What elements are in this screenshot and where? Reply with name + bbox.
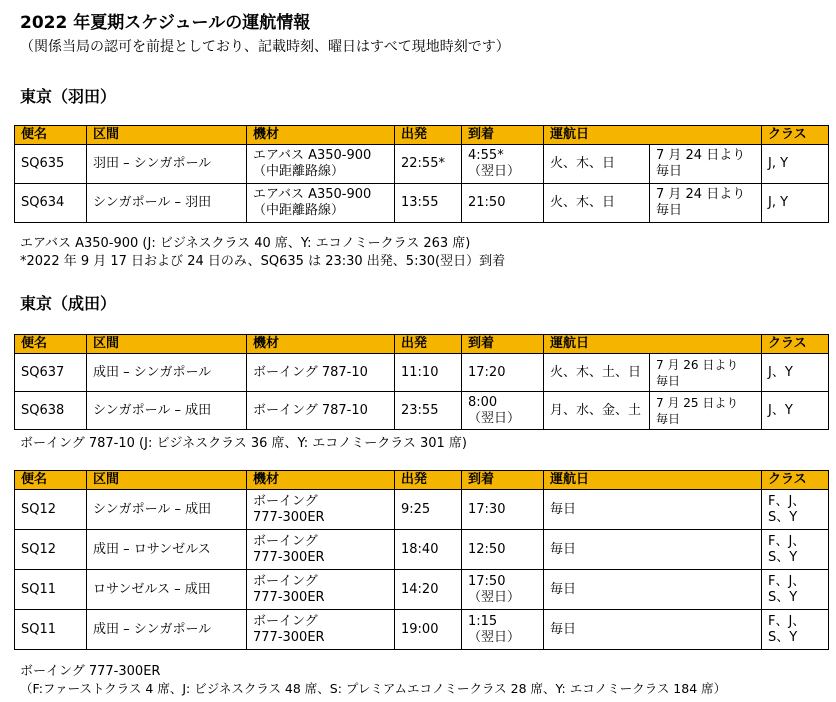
b777-note: ボーイング 777-300ER xyxy=(20,664,161,679)
dep-cell: 13:55 xyxy=(395,184,462,223)
header-dep: 出発 xyxy=(395,471,462,490)
dep-cell: 22:55* xyxy=(395,145,462,184)
header-flight: 便名 xyxy=(15,335,87,354)
narita-777-table xyxy=(14,470,829,650)
header-aircraft: 機材 xyxy=(247,335,395,354)
section-haneda: 東京（羽田） xyxy=(20,87,117,106)
table-row xyxy=(15,145,829,184)
table-row xyxy=(15,392,829,430)
page-title: 2022 年夏期スケジュールの運航情報 xyxy=(20,13,311,33)
header-flight: 便名 xyxy=(15,471,87,490)
dep-cell: 14:20 xyxy=(395,570,462,610)
header-aircraft: 機材 xyxy=(247,126,395,145)
days-cell: 火、木、土、日 xyxy=(544,354,650,392)
route-cell: シンガポール – 羽田 xyxy=(87,184,247,223)
header-days: 運航日 xyxy=(544,471,762,490)
header-days: 運航日 xyxy=(544,126,762,145)
narita-787-table xyxy=(14,334,829,430)
header-route: 区間 xyxy=(87,126,247,145)
start-cell: 7 月 25 日より 毎日 xyxy=(650,392,762,430)
days-cell: 毎日 xyxy=(544,530,762,570)
route-cell: 羽田 – シンガポール xyxy=(87,145,247,184)
header-class: クラス xyxy=(762,335,829,354)
section-narita: 東京（成田） xyxy=(20,294,117,313)
header-class: クラス xyxy=(762,126,829,145)
header-dep: 出発 xyxy=(395,335,462,354)
page-subtitle: （関係当局の認可を前提としており、記載時刻、曜日はすべて現地時刻です） xyxy=(20,39,510,55)
aircraft-cell: ボーイング 777-300ER xyxy=(247,610,395,650)
route-cell: 成田 – シンガポール xyxy=(87,610,247,650)
class-cell: J、Y xyxy=(762,354,829,392)
route-cell: ロサンゼルス – 成田 xyxy=(87,570,247,610)
arr-cell: 4:55* （翌日） xyxy=(462,145,544,184)
flight-cell: SQ635 xyxy=(15,145,87,184)
flight-cell: SQ634 xyxy=(15,184,87,223)
table-row xyxy=(15,530,829,570)
flight-cell: SQ12 xyxy=(15,530,87,570)
flight-cell: SQ638 xyxy=(15,392,87,430)
flight-cell: SQ11 xyxy=(15,610,87,650)
dep-cell: 23:55 xyxy=(395,392,462,430)
class-cell: F、J、 S、Y xyxy=(762,570,829,610)
header-class: クラス xyxy=(762,471,829,490)
route-cell: 成田 – ロサンゼルス xyxy=(87,530,247,570)
dep-cell: 11:10 xyxy=(395,354,462,392)
table-header-row xyxy=(15,471,829,490)
header-arr: 到着 xyxy=(462,335,544,354)
table-header-row xyxy=(15,126,829,145)
route-cell: 成田 – シンガポール xyxy=(87,354,247,392)
narita-787-note: ボーイング 787-10 (J: ビジネスクラス 36 席、Y: エコノミークラス 301 席) xyxy=(20,436,467,451)
table-row xyxy=(15,610,829,650)
days-cell: 毎日 xyxy=(544,570,762,610)
start-cell: 7 月 24 日より 毎日 xyxy=(650,184,762,223)
table-row xyxy=(15,354,829,392)
aircraft-cell: ボーイング 787-10 xyxy=(247,392,395,430)
class-cell: F、J、 S、Y xyxy=(762,610,829,650)
days-cell: 月、水、金、土 xyxy=(544,392,650,430)
arr-cell: 12:50 xyxy=(462,530,544,570)
aircraft-cell: エアバス A350-900 （中距離路線） xyxy=(247,184,395,223)
header-arr: 到着 xyxy=(462,471,544,490)
header-route: 区間 xyxy=(87,335,247,354)
flight-cell: SQ12 xyxy=(15,490,87,530)
header-dep: 出発 xyxy=(395,126,462,145)
header-arr: 到着 xyxy=(462,126,544,145)
arr-cell: 17:20 xyxy=(462,354,544,392)
dep-cell: 19:00 xyxy=(395,610,462,650)
arr-cell: 17:30 xyxy=(462,490,544,530)
route-cell: シンガポール – 成田 xyxy=(87,392,247,430)
class-cell: F、J、 S、Y xyxy=(762,530,829,570)
flight-cell: SQ637 xyxy=(15,354,87,392)
route-cell: シンガポール – 成田 xyxy=(87,490,247,530)
table-row xyxy=(15,184,829,223)
start-cell: 7 月 26 日より 毎日 xyxy=(650,354,762,392)
class-cell: J、Y xyxy=(762,392,829,430)
aircraft-cell: ボーイング 787-10 xyxy=(247,354,395,392)
days-cell: 毎日 xyxy=(544,490,762,530)
class-cell: F、J、 S、Y xyxy=(762,490,829,530)
haneda-footnote: *2022 年 9 月 17 日および 24 日のみ、SQ635 は 23:30 出発、5:30(翌日）到着 xyxy=(20,254,506,269)
haneda-note: エアバス A350-900 (J: ビジネスクラス 40 席、Y: エコノミークラス 263 席) xyxy=(20,236,471,251)
header-flight: 便名 xyxy=(15,126,87,145)
header-days: 運航日 xyxy=(544,335,762,354)
days-cell: 毎日 xyxy=(544,610,762,650)
class-cell: J, Y xyxy=(762,184,829,223)
arr-cell: 17:50 （翌日） xyxy=(462,570,544,610)
header-aircraft: 機材 xyxy=(247,471,395,490)
table-header-row xyxy=(15,335,829,354)
start-cell: 7 月 24 日より 毎日 xyxy=(650,145,762,184)
b777-seat-note: （F:ファーストクラス 4 席、J: ビジネスクラス 48 席、S: プレミアムエコノミークラス 28 席、Y: エコノミークラス 184 席） xyxy=(20,681,727,696)
arr-cell: 8:00 （翌日） xyxy=(462,392,544,430)
dep-cell: 18:40 xyxy=(395,530,462,570)
dep-cell: 9:25 xyxy=(395,490,462,530)
aircraft-cell: ボーイング 777-300ER xyxy=(247,530,395,570)
aircraft-cell: ボーイング 777-300ER xyxy=(247,490,395,530)
class-cell: J, Y xyxy=(762,145,829,184)
days-cell: 火、木、日 xyxy=(544,145,650,184)
haneda-table xyxy=(14,125,829,223)
aircraft-cell: エアバス A350-900 （中距離路線） xyxy=(247,145,395,184)
days-cell: 火、木、日 xyxy=(544,184,650,223)
flight-cell: SQ11 xyxy=(15,570,87,610)
aircraft-cell: ボーイング 777-300ER xyxy=(247,570,395,610)
arr-cell: 1:15 （翌日） xyxy=(462,610,544,650)
arr-cell: 21:50 xyxy=(462,184,544,223)
table-row xyxy=(15,490,829,530)
header-route: 区間 xyxy=(87,471,247,490)
table-row xyxy=(15,570,829,610)
